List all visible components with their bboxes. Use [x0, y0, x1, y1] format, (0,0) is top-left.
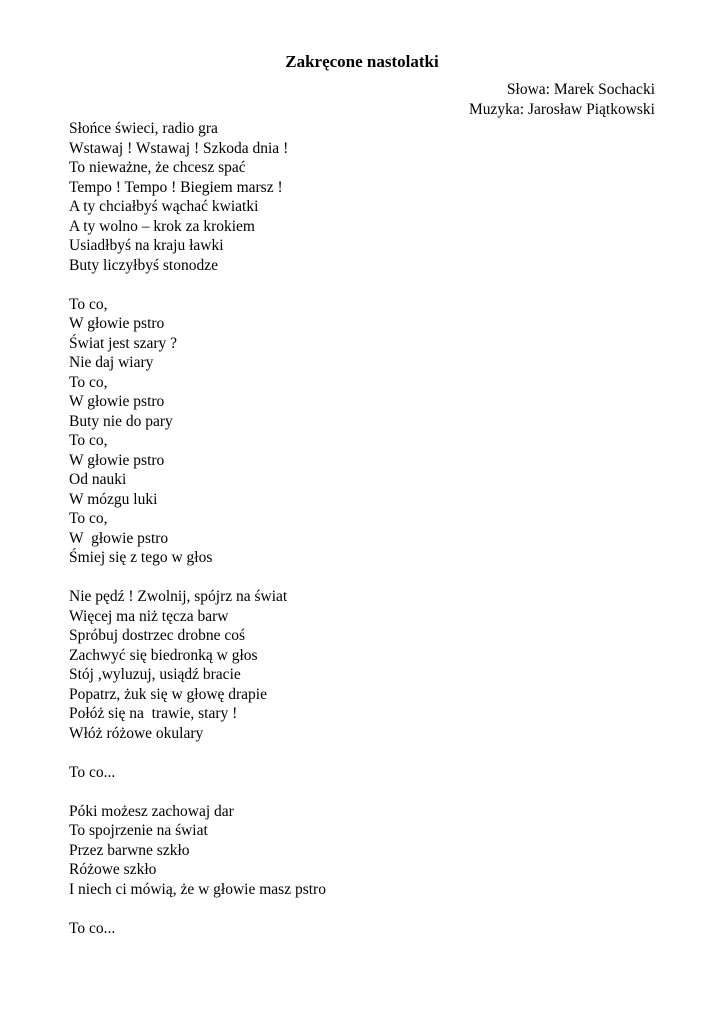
lyric-line: To co,	[69, 373, 108, 391]
lyric-line: To co...	[69, 763, 116, 781]
lyric-line: Śmiej się z tego w głos	[69, 549, 213, 566]
lyric-line: W głowie pstro	[69, 451, 165, 469]
lyric-line: W głowie pstro	[69, 393, 165, 410]
lyrics-author: Słowa: Marek Sochacki	[506, 81, 655, 98]
lyric-line: Więcej ma niż tęcza barw	[69, 607, 229, 625]
lyric-line: Usiadłbyś na kraju ławki	[69, 237, 224, 254]
lyric-line: Spróbuj dostrzec drobne coś	[69, 627, 246, 644]
lyric-line: Świat jest szary ?	[69, 334, 178, 352]
lyric-line: Różowe szkło	[69, 861, 157, 878]
lyric-line: To co,	[69, 432, 108, 449]
lyric-line: To co,	[69, 510, 108, 527]
lyric-line: To co...	[69, 919, 116, 937]
lyric-line: Zachwyć się biedronką w głos	[69, 646, 258, 664]
stanza	[69, 587, 326, 743]
lyric-line: Włóż różowe okulary	[69, 724, 204, 742]
song-title: Zakręcone nastolatki	[285, 52, 439, 71]
stanza	[69, 802, 326, 900]
lyric-line: W głowie pstro	[69, 529, 169, 547]
lyric-line: To nieważne, że chcesz spać	[69, 159, 246, 176]
lyric-line: Przez barwne szkło	[69, 841, 190, 859]
lyric-line: Słońce świeci, radio gra	[69, 120, 218, 137]
stanza	[69, 763, 326, 783]
lyric-line: A ty wolno – krok za krokiem	[69, 217, 255, 235]
lyric-line: Buty liczyłbyś stonodze	[69, 256, 218, 274]
music-author: Muzyka: Jarosław Piątkowski	[469, 100, 655, 118]
lyric-line: Nie daj wiary	[69, 354, 154, 371]
lyric-line: W mózgu luki	[69, 490, 158, 508]
lyric-line: W głowie pstro	[69, 315, 165, 332]
lyrics-body	[69, 119, 326, 958]
stanza	[69, 919, 326, 939]
lyric-line: Popatrz, żuk się w głowę drapie	[69, 685, 267, 703]
lyric-line: Stój ,wyluzuj, usiądź bracie	[69, 666, 241, 683]
stanza	[69, 295, 326, 568]
lyric-line: Póki możesz zachowaj dar	[69, 802, 234, 820]
lyric-line: I niech ci mówią, że w głowie masz pstro	[69, 880, 326, 898]
lyric-line: Nie pędź ! Zwolnij, spójrz na świat	[69, 588, 288, 605]
lyric-line: To spojrzenie na świat	[69, 822, 208, 839]
lyric-line: Wstawaj ! Wstawaj ! Szkoda dnia !	[69, 139, 289, 157]
lyric-line: Połóż się na trawie, stary !	[69, 705, 238, 722]
lyric-line: Tempo ! Tempo ! Biegiem marsz !	[69, 178, 283, 196]
lyric-line: To co,	[69, 295, 108, 313]
stanza	[69, 119, 326, 275]
lyric-line: Od nauki	[69, 471, 127, 488]
lyric-line: A ty chciałbyś wąchać kwiatki	[69, 198, 259, 215]
lyric-line: Buty nie do pary	[69, 412, 173, 430]
credits	[469, 80, 655, 119]
